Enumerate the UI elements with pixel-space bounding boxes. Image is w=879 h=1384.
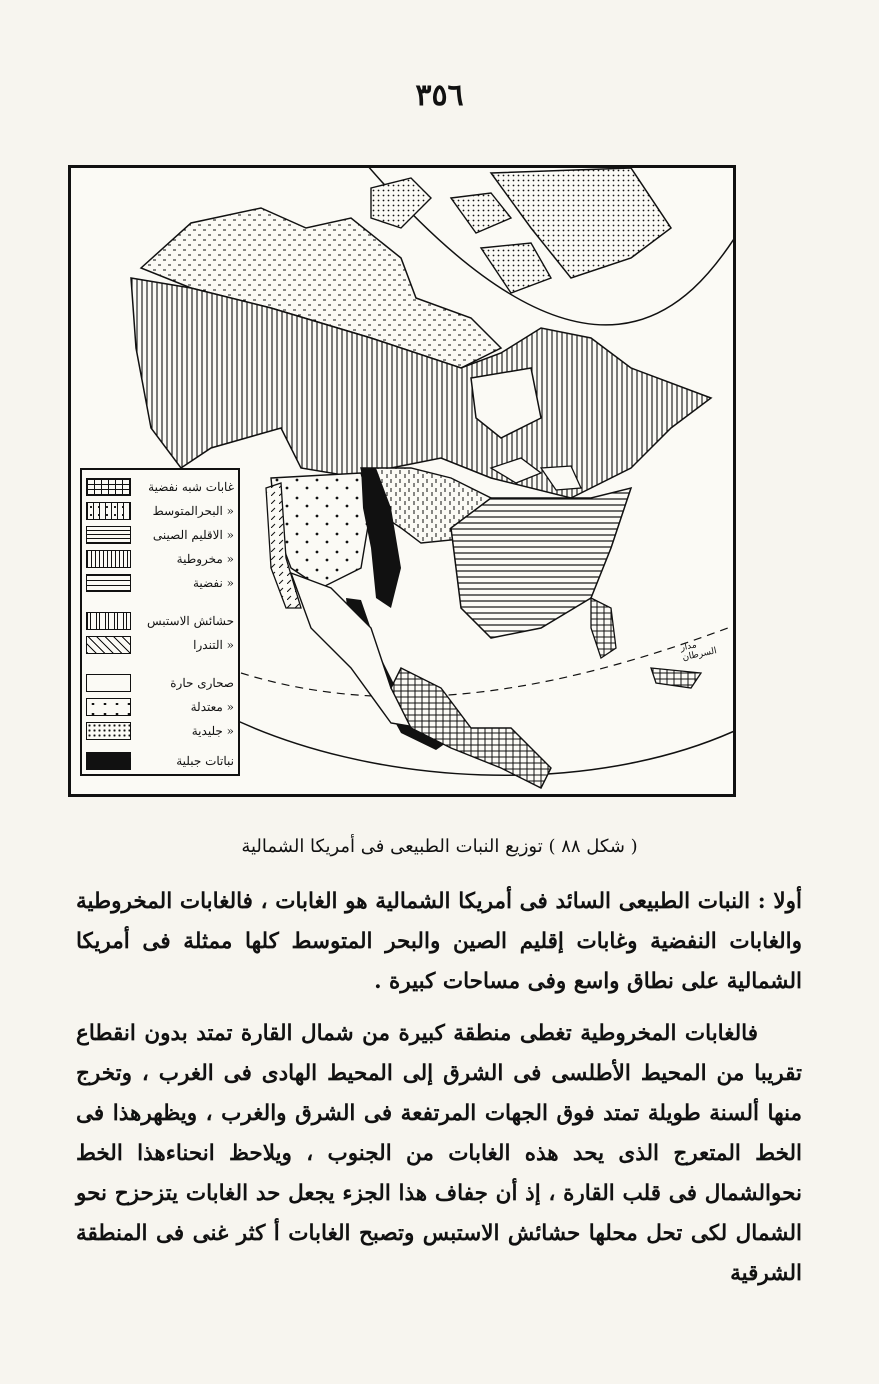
legend-swatch bbox=[86, 574, 131, 592]
legend-item bbox=[86, 476, 234, 498]
legend-item bbox=[86, 634, 234, 656]
legend-label: غابات شبه نفضية bbox=[148, 480, 234, 494]
paragraph-second bbox=[76, 1014, 802, 1294]
legend-swatch bbox=[86, 502, 131, 520]
legend-label: نباتات جبلية bbox=[176, 754, 234, 768]
legend-item bbox=[86, 672, 234, 694]
page-number: ٣٥٦ bbox=[415, 78, 464, 113]
figure-caption: ( شكل ٨٨ ) توزيع النبات الطبيعى فى أمريكا الشمالية bbox=[241, 836, 638, 857]
paragraph-first: أولا : النبات الطبيعى السائد فى أمريكا الشمالية هو الغابات ، فالغابات المخروطية والغابات النفضية وغابات إقليم الصين والبحر المتوسط كلها ممثلة فى أمريكا الشمالية على نطاق واسع وفى مساحات كبيرة . bbox=[76, 889, 802, 994]
florida bbox=[591, 598, 616, 658]
legend-swatch bbox=[86, 612, 131, 630]
caribbean-island bbox=[651, 668, 701, 688]
legend-label: « البحرالمتوسط bbox=[152, 504, 234, 518]
legend-item bbox=[86, 696, 234, 718]
legend-label: « التندرا bbox=[193, 638, 234, 652]
legend-item bbox=[86, 610, 234, 632]
legend-label: حشائش الاستبس bbox=[146, 614, 234, 628]
legend-swatch bbox=[86, 674, 131, 692]
legend-swatch bbox=[86, 636, 131, 654]
map-legend bbox=[80, 468, 240, 776]
legend-swatch bbox=[86, 698, 131, 716]
legend-swatch bbox=[86, 752, 131, 770]
legend-item bbox=[86, 500, 234, 522]
legend-item bbox=[86, 720, 234, 742]
vegetation-map bbox=[68, 165, 736, 797]
legend-label: « نفضية bbox=[192, 576, 234, 590]
legend-label: « جليدية bbox=[191, 724, 234, 738]
legend-swatch bbox=[86, 478, 131, 496]
legend-item bbox=[86, 572, 234, 594]
tropic-label: مدار السرطان bbox=[679, 640, 718, 664]
legend-label: « مخروطية bbox=[176, 552, 234, 566]
arctic-island bbox=[451, 193, 511, 233]
legend-item bbox=[86, 750, 234, 772]
legend-item bbox=[86, 548, 234, 570]
legend-item bbox=[86, 524, 234, 546]
legend-label: صحارى حارة bbox=[170, 676, 234, 690]
legend-swatch bbox=[86, 550, 131, 568]
legend-swatch bbox=[86, 722, 131, 740]
legend-swatch bbox=[86, 526, 131, 544]
arctic-island bbox=[481, 243, 551, 293]
paragraph-second-text: فالغابات المخروطية تغطى منطقة كبيرة من شمال القارة تمتد بدون انقطاع تقريبا من المحيط الأطلسى فى الشرق إلى المحيط الهادى فى الغرب ، وتخرج منها ألسنة طويلة تمتد فوق الجهات المرتفعة فى الشرق والغرب ، ويظهرهذا فى الخط المتعرج الذى يحد هذه الغابات من الجنوب ، ويلاحظ انحناءهذا الخط نحوالشمال فى قلب القارة ، إذ أن جفاف هذا الجزء يجعل حد الغابات يتزحزح نحو الشمال لكى تحل محلها حشائش الاستبس وتصبح الغابات أ كثر غنى فى المنطقة الشرقية bbox=[76, 1021, 802, 1286]
legend-label: « الاقليم الصينى bbox=[152, 528, 234, 542]
arctic-island bbox=[371, 178, 431, 228]
legend-label: « معتدلة bbox=[190, 700, 234, 714]
